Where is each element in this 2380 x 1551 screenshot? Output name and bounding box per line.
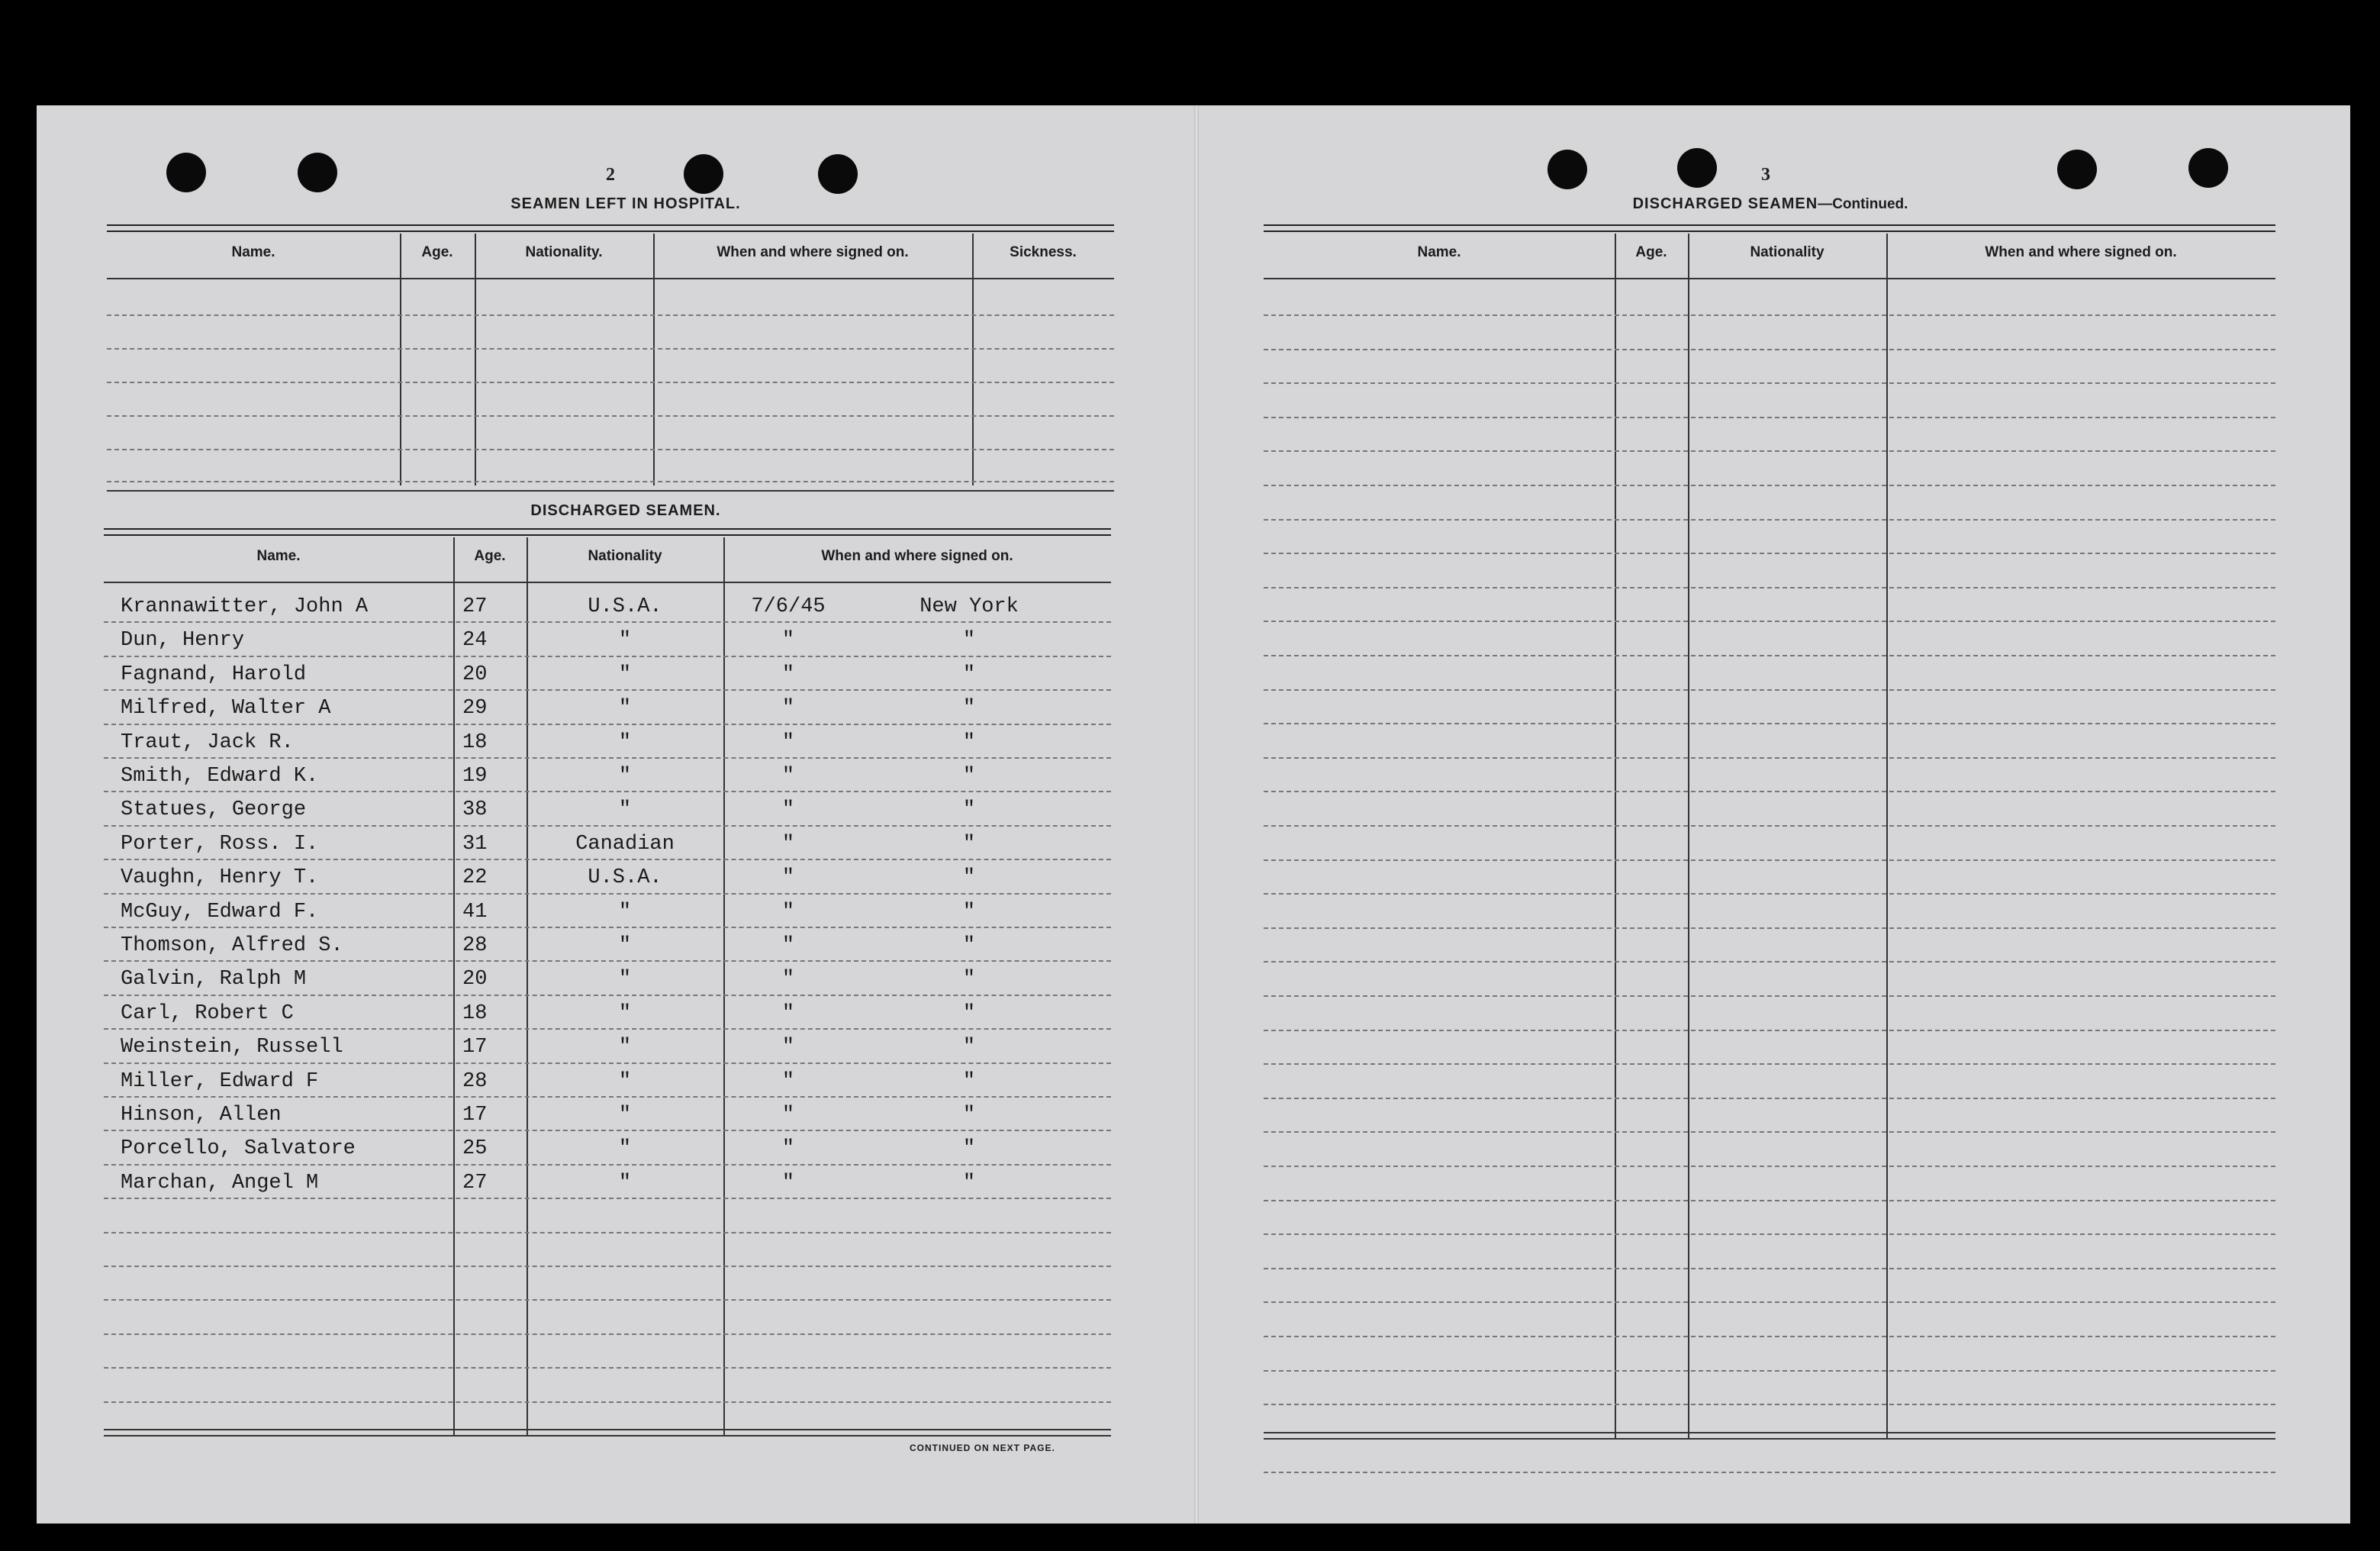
- hospital-table: [107, 224, 1114, 493]
- cell-nationality: ": [618, 1137, 632, 1161]
- cell-nationality: ": [618, 968, 632, 992]
- cell-date: ": [781, 798, 795, 822]
- cell-place: ": [962, 697, 976, 721]
- cell-date: ": [781, 629, 795, 653]
- column-header-age: Age.: [421, 244, 453, 260]
- cell-name: Dun, Henry: [121, 629, 245, 653]
- table-row: [104, 1096, 1111, 1130]
- cell-place: ": [962, 629, 976, 653]
- cell-name: Statues, George: [121, 798, 307, 822]
- column-header-nationality: Nationality: [588, 548, 662, 564]
- punch-hole: [1677, 148, 1717, 188]
- column-header-name: Name.: [1417, 244, 1461, 260]
- page-number: 3: [1761, 165, 1770, 185]
- cell-name: Carl, Robert C: [121, 1001, 294, 1025]
- cell-nationality: ": [618, 730, 632, 754]
- cell-date: ": [781, 1036, 795, 1059]
- cell-place: ": [962, 730, 976, 754]
- cell-age: 31: [462, 832, 488, 856]
- cell-age: 24: [462, 629, 488, 653]
- table-row: [104, 1130, 1111, 1163]
- cell-age: 20: [462, 968, 488, 992]
- cell-name: Galvin, Ralph M: [121, 968, 307, 992]
- table-row: [104, 656, 1111, 689]
- table-row: [104, 1028, 1111, 1062]
- cell-name: Porcello, Salvatore: [121, 1137, 356, 1161]
- table-row: [104, 960, 1111, 994]
- cell-name: Fagnand, Harold: [121, 663, 307, 686]
- column-header-age: Age.: [474, 548, 506, 564]
- cell-place: ": [962, 900, 976, 924]
- cell-date: ": [781, 1104, 795, 1127]
- cell-place: ": [962, 832, 976, 856]
- cell-place: New York: [919, 595, 1019, 618]
- cell-date: ": [781, 1069, 795, 1093]
- cell-nationality: U.S.A.: [588, 595, 662, 618]
- cell-place: ": [962, 1001, 976, 1025]
- table-row: [104, 1062, 1111, 1096]
- cell-place: ": [962, 798, 976, 822]
- cell-date: ": [781, 765, 795, 788]
- cell-date: ": [781, 1137, 795, 1161]
- cell-nationality: ": [618, 1001, 632, 1025]
- cell-date: ": [781, 934, 795, 957]
- cell-place: ": [962, 1137, 976, 1161]
- cell-date: ": [781, 968, 795, 992]
- page-number: 2: [606, 165, 615, 185]
- punch-hole: [818, 154, 858, 194]
- cell-place: ": [962, 1036, 976, 1059]
- continued-note: CONTINUED ON NEXT PAGE.: [910, 1443, 1055, 1453]
- cell-date: ": [781, 1171, 795, 1195]
- cell-place: ": [962, 968, 976, 992]
- cell-name: Porter, Ross. I.: [121, 832, 319, 856]
- discharged-continued-title: [1541, 195, 1999, 213]
- cell-nationality: ": [618, 1036, 632, 1059]
- cell-place: ": [962, 1069, 976, 1093]
- punch-hole: [2188, 148, 2228, 188]
- cell-nationality: ": [618, 1069, 632, 1093]
- column-header-nationality: Nationality: [1750, 244, 1824, 260]
- title-main: DISCHARGED SEAMEN: [1632, 195, 1818, 212]
- punch-hole: [684, 154, 723, 194]
- cell-date: ": [781, 1001, 795, 1025]
- cell-date: 7/6/45: [751, 595, 826, 618]
- cell-date: ": [781, 866, 795, 890]
- cell-age: 29: [462, 697, 488, 721]
- cell-date: ": [781, 663, 795, 686]
- cell-place: ": [962, 1171, 976, 1195]
- punch-hole: [298, 153, 337, 192]
- cell-nationality: ": [618, 697, 632, 721]
- table-row: [104, 1164, 1111, 1198]
- cell-nationality: ": [618, 798, 632, 822]
- hospital-section-title: SEAMEN LEFT IN HOSPITAL.: [510, 195, 741, 212]
- cell-age: 22: [462, 866, 488, 890]
- table-row: [104, 621, 1111, 655]
- cell-nationality: ": [618, 900, 632, 924]
- cell-name: Miller, Edward F: [121, 1069, 319, 1093]
- cell-nationality: ": [618, 1104, 632, 1127]
- discharged-section-title: DISCHARGED SEAMEN.: [530, 502, 721, 519]
- cell-place: ": [962, 934, 976, 957]
- punch-hole: [2057, 150, 2097, 189]
- cell-place: ": [962, 765, 976, 788]
- cell-age: 38: [462, 798, 488, 822]
- page-fold: [1194, 105, 1199, 1524]
- column-header-name: Name.: [231, 244, 275, 260]
- cell-nationality: ": [618, 1171, 632, 1195]
- cell-name: Vaughn, Henry T.: [121, 866, 319, 890]
- cell-nationality: U.S.A.: [588, 866, 662, 890]
- cell-age: 25: [462, 1137, 488, 1161]
- cell-age: 41: [462, 900, 488, 924]
- cell-age: 28: [462, 934, 488, 957]
- table-row: [104, 825, 1111, 859]
- column-header-nationality: Nationality.: [525, 244, 603, 260]
- cell-name: McGuy, Edward F.: [121, 900, 319, 924]
- cell-age: 17: [462, 1036, 488, 1059]
- column-header-signed-on: When and where signed on.: [717, 244, 909, 260]
- cell-date: ": [781, 900, 795, 924]
- cell-name: Krannawitter, John A: [121, 595, 369, 618]
- cell-nationality: Canadian: [575, 832, 675, 856]
- table-row: [104, 757, 1111, 791]
- column-header-signed-on: When and where signed on.: [1985, 244, 2177, 260]
- punch-hole: [1547, 150, 1587, 189]
- cell-age: 18: [462, 1001, 488, 1025]
- cell-name: Thomson, Alfred S.: [121, 934, 343, 957]
- table-row: [104, 995, 1111, 1028]
- cell-name: Marchan, Angel M: [121, 1171, 319, 1195]
- table-row: [104, 588, 1111, 621]
- cell-nationality: ": [618, 765, 632, 788]
- cell-name: Weinstein, Russell: [121, 1036, 343, 1059]
- cell-age: 19: [462, 765, 488, 788]
- cell-nationality: ": [618, 663, 632, 686]
- cell-place: ": [962, 866, 976, 890]
- table-row: [104, 791, 1111, 824]
- cell-age: 27: [462, 1171, 488, 1195]
- cell-nationality: ": [618, 934, 632, 957]
- column-header-age: Age.: [1635, 244, 1667, 260]
- cell-name: Hinson, Allen: [121, 1104, 282, 1127]
- table-row: [104, 689, 1111, 723]
- cell-place: ": [962, 663, 976, 686]
- cell-place: ": [962, 1104, 976, 1127]
- cell-nationality: ": [618, 629, 632, 653]
- column-header-sickness: Sickness.: [1010, 244, 1077, 260]
- table-row: [104, 927, 1111, 960]
- cell-age: 18: [462, 730, 488, 754]
- punch-hole: [166, 153, 206, 192]
- cell-age: 27: [462, 595, 488, 618]
- cell-date: ": [781, 832, 795, 856]
- cell-age: 28: [462, 1069, 488, 1093]
- cell-name: Milfred, Walter A: [121, 697, 331, 721]
- table-row: [104, 859, 1111, 892]
- cell-name: Traut, Jack R.: [121, 730, 294, 754]
- discharged-continued-table: [1264, 224, 2275, 1440]
- cell-date: ": [781, 697, 795, 721]
- discharged-table: [104, 528, 1111, 1437]
- cell-date: ": [781, 730, 795, 754]
- cell-age: 20: [462, 663, 488, 686]
- title-suffix: —Continued.: [1818, 196, 1908, 212]
- table-row: [104, 893, 1111, 927]
- column-header-name: Name.: [256, 548, 301, 564]
- table-row: [104, 724, 1111, 757]
- column-header-signed-on: When and where signed on.: [821, 548, 1013, 564]
- cell-age: 17: [462, 1104, 488, 1127]
- cell-name: Smith, Edward K.: [121, 765, 319, 788]
